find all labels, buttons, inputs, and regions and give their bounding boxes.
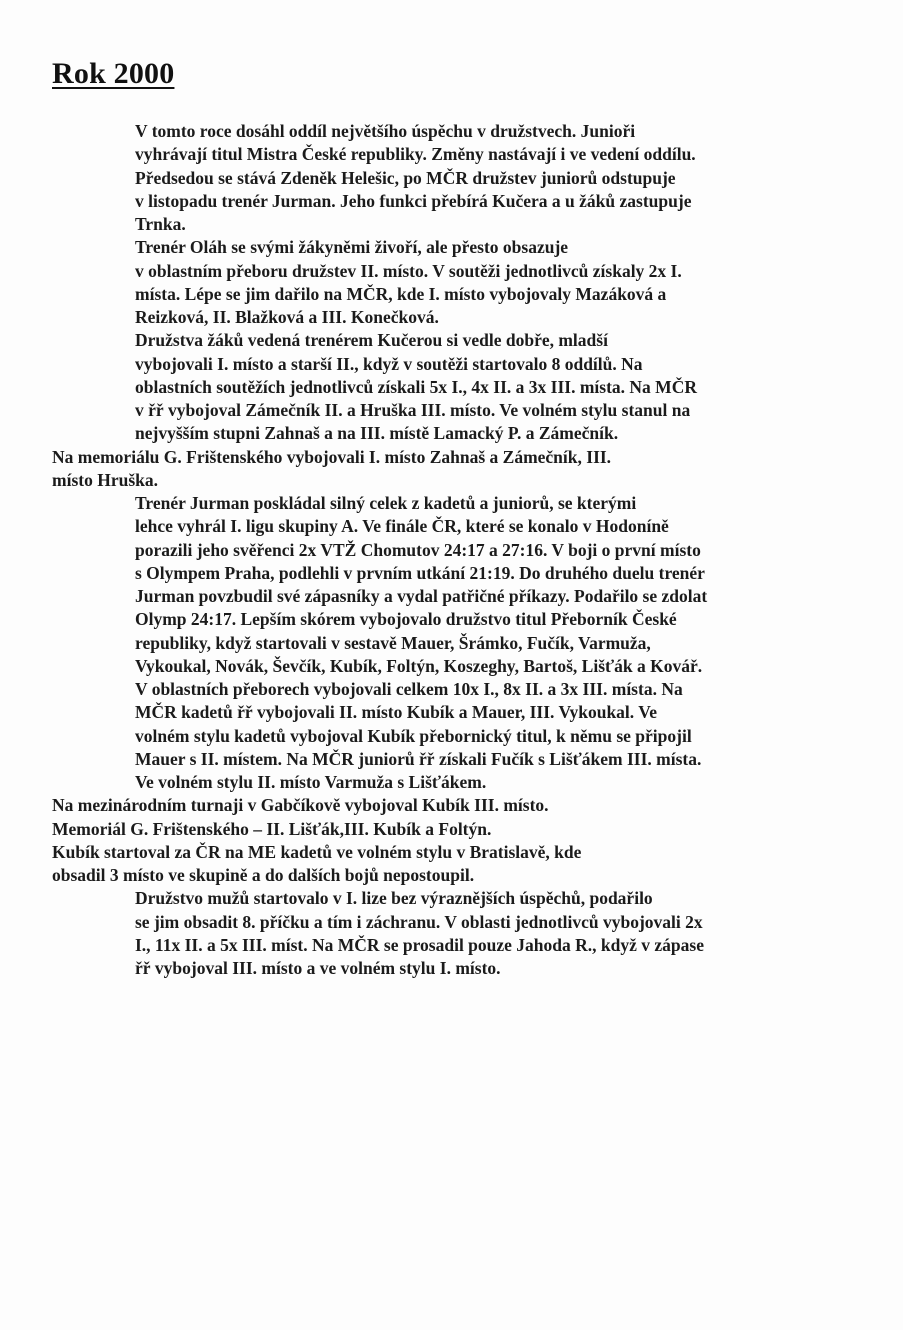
- text-line: Trnka.: [135, 214, 186, 234]
- paragraph: [52, 329, 832, 445]
- text-line: volném stylu kadetů vybojoval Kubík přebornický titul, k němu se připojil: [135, 725, 692, 746]
- text-line: Memoriál G. Frištenského – II. Lišťák,III. Kubík a Foltýn.: [52, 818, 492, 839]
- text-line: Trenér Oláh se svými žákyněmi živoří, ale přesto obsazuje: [135, 237, 569, 258]
- paragraph: [52, 236, 832, 329]
- text-line: Na mezinárodním turnaji v Gabčíkově vybojoval Kubík III. místo.: [52, 795, 549, 816]
- text-line: Kubík startoval za ČR na ME kadetů ve volném stylu v Bratislavě, kde: [52, 841, 582, 862]
- text-line: nejvyšším stupni Zahnaš a na III. místě Lamacký P. a Zámečník.: [135, 423, 619, 444]
- text-line: Reizková, II. Blažková a III. Konečková.: [135, 307, 439, 327]
- paragraph: [52, 492, 832, 794]
- text-line: Olymp 24:17. Lepším skórem vybojovalo družstvo titul Přeborník České: [135, 609, 677, 630]
- paragraph: [52, 120, 832, 236]
- paragraph: [52, 794, 832, 887]
- text-line: vyhrávají titul Mistra České republiky. Změny nastávají i ve vedení oddílu.: [135, 144, 696, 165]
- text-line: porazili jeho svěřenci 2x VTŽ Chomutov 24:17 a 27:16. V boji o první místo: [135, 539, 701, 560]
- text-line: řř vybojoval III. místo a ve volném stylu I. místo.: [135, 958, 501, 978]
- text-line: v listopadu trenér Jurman. Jeho funkci přebírá Kučera a u žáků zastupuje: [135, 190, 692, 211]
- text-line: republiky, když startovali v sestavě Mauer, Šrámko, Fučík, Varmuža,: [135, 632, 651, 653]
- text-line: vybojovali I. místo a starší II., když v soutěži startovalo 8 oddílů. Na: [135, 353, 643, 374]
- text-line: s Olympem Praha, podlehli v prvním utkání 21:19. Do druhého duelu trenér: [135, 562, 705, 583]
- text-line: místo Hruška.: [52, 469, 158, 490]
- text-line: Trenér Jurman poskládal silný celek z kadetů a juniorů, se kterými: [135, 493, 637, 513]
- text-line: Družstva žáků vedená trenérem Kučerou si vedle dobře, mladší: [135, 330, 608, 351]
- text-line: I., 11x II. a 5x III. míst. Na MČR se prosadil pouze Jahoda R., když v zápase: [135, 934, 704, 955]
- text-line: V oblastních přeborech vybojovali celkem 10x I., 8x II. a 3x III. místa. Na: [135, 679, 683, 699]
- text-line: Předsedou se stává Zdeněk Helešic, po MČR družstev juniorů odstupuje: [135, 167, 676, 188]
- text-line: oblastních soutěžích jednotlivců získali 5x I., 4x II. a 3x III. místa. Na MČR: [135, 376, 697, 397]
- text-line: v oblastním přeboru družstev II. místo. V soutěži jednotlivců získaly 2x I.: [135, 260, 682, 281]
- text-line: lehce vyhrál I. ligu skupiny A. Ve finále ČR, které se konalo v Hodoníně: [135, 516, 669, 537]
- text-line: Družstvo mužů startovalo v I. lize bez výraznějších úspěchů, podařilo: [135, 888, 653, 909]
- page-title: Rok 2000: [52, 57, 175, 90]
- text-line: MČR kadetů řř vybojovali II. místo Kubík a Mauer, III. Vykoukal. Ve: [135, 702, 658, 723]
- paragraph: [52, 887, 832, 980]
- paragraph: [52, 446, 832, 493]
- text-line: Vykoukal, Novák, Ševčík, Kubík, Foltýn, Koszeghy, Bartoš, Lišťák a Kovář.: [135, 655, 703, 676]
- document-body: [52, 120, 832, 980]
- text-line: Jurman povzbudil své zápasníky a vydal patřičné příkazy. Podařilo se zdolat: [135, 586, 708, 606]
- text-line: se jim obsadit 8. příčku a tím i záchranu. V oblasti jednotlivců vybojovali 2x: [135, 911, 703, 932]
- text-line: místa. Lépe se jim dařilo na MČR, kde I. místo vybojovaly Mazáková a: [135, 283, 667, 304]
- text-line: obsadil 3 místo ve skupině a do dalších bojů nepostoupil.: [52, 865, 475, 885]
- text-line: Mauer s II. místem. Na MČR juniorů řř získali Fučík s Lišťákem III. místa.: [135, 748, 702, 769]
- text-line: Ve volném stylu II. místo Varmuža s Lišťákem.: [135, 772, 487, 792]
- text-line: V tomto roce dosáhl oddíl největšího úspěchu v družstvech. Junioři: [135, 121, 636, 141]
- text-line: Na memoriálu G. Frištenského vybojovali I. místo Zahnaš a Zámečník, III.: [52, 446, 612, 467]
- text-line: v řř vybojoval Zámečník II. a Hruška III. místo. Ve volném stylu stanul na: [135, 400, 691, 420]
